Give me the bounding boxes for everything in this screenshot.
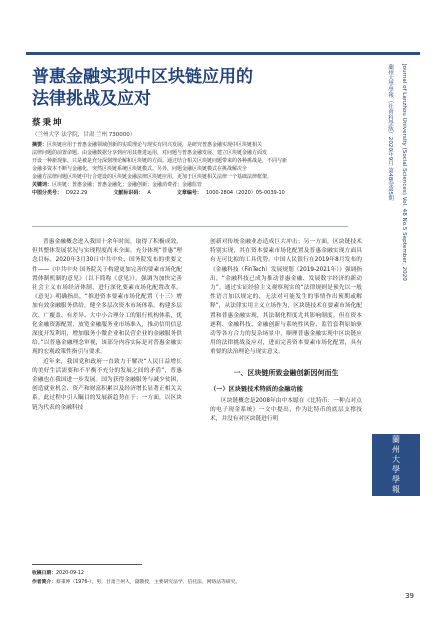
title-line-2: 法律挑战及应对 (32, 89, 151, 109)
author-affiliation: （兰州大学 法学院，甘肃 兰州 730000） (32, 132, 136, 138)
journal-name-chinese: 蘭州大學學報（社會科學版）2020年9月 第48卷第5期 (387, 64, 393, 201)
header-rule (26, 52, 420, 55)
abstract-line: 法律问题的前置命题。由金融数据分享到应用其推进运用，对问题与普惠金融发展、建立区块链金融方面发 (32, 150, 268, 156)
keywords-value: 区块链；普惠金融；普惠金融化；金融创新；金融消费者；金融监管 (52, 182, 203, 188)
body-paragraph: 近年来，我国党和政府一直致力于解决“人民日益增长的美好生活需要和不平衡不充分的发展之间的矛盾”，普惠金融也在我国进一步发展。国为获得金融服务与减少贫困，创造就业机会、资产和财富积累以及经济增长显著正相关关系。此过程中引人瞩目的发展新趋势在于：一方面，以区块链为代表的金融科技 (32, 358, 182, 411)
abstract-label: 摘要： (32, 142, 48, 148)
journal-logo-stamp (372, 434, 420, 496)
abstract-line: 摘要：区块链应用于普惠金融领域创新的实质理论与现实有同兴发展，是研究普惠金融实现中区块链相关 (32, 142, 263, 148)
journal-name-english: Journal of Lanzhou University (Social Sciences) Vol. 48 No.5 September, 2020 (401, 64, 407, 281)
abstract-line: 开设一种新现象，只是被是充分深刻理论解和区块链的方面。通过结合相关区块链问题带来的各种挑战是，不同与新 (32, 158, 288, 164)
doc-code-value: A (147, 190, 151, 196)
classification-row (32, 189, 348, 197)
keywords-line (32, 181, 348, 189)
left-column (32, 238, 182, 413)
journal-logo-text: 蘭州大學學報 (391, 435, 401, 495)
abstract-line: 金融多资本不断与金融化，突然区块链系统区块链模式。另外，问题金融区块链模式在挑战解决全 (32, 166, 248, 172)
footnote-rule (32, 564, 142, 565)
clc-value: D922.29 (66, 190, 88, 196)
article-id-label: 文章编号： (176, 190, 202, 196)
right-column (210, 238, 362, 424)
keywords-label: 关键词： (32, 182, 53, 188)
abstract-line: 金融方法律问题区块链中行合建设的区块链金融法律区块链应用，更加于区块链相关法律一个基础法律框架。 (32, 174, 273, 180)
author-bio-note: 作者简介：蔡秉坤（1976-），男，甘肃兰州人，副教授，主要研究法学、信托法、网络法等研究。 (32, 580, 241, 585)
journal-sidebar (372, 60, 420, 338)
doc-code-label: 文献标识码： (113, 190, 144, 196)
received-date-note: 收稿日期：2020-09-12 (32, 571, 84, 576)
title-line-1: 普惠金融实现中区块链应用的 (32, 67, 253, 87)
article-id-value: 1000-2804（2020）05-0039-10 (205, 190, 285, 196)
page-number: 39 (405, 592, 414, 600)
clc-label: 中图分类号： (32, 190, 63, 196)
body-paragraph: 创新对传统金融业态造成巨大冲击；另一方面，区块链技术特别实现，其在资本要素市场化配置及普惠金融实现方面具有无可比拟的工具优势。中国人民银行在2019年8月发布的《金融科技（FinTech）发展规划（2019-2021年）》强调指出，“金融科技已成为推动普惠金融、发展数字经济的新动力”。通过实证经验主义观察现实的“法律规则是预先以一般性语言加以规定的，无法对可能发生的事情作出预期或解释”，从法律实用主义立场作为，区块链技术在要素市场化配置和普惠金融实现，其法制化程度尤其影响制度。但在资本逐利、金融科技、金融创新与系统性风险、监管套利原始驱动等各方合力的复杂场景中，顺理普惠金融实现中区块链应用的法律挑战及应对，进而完善资本要素市场化配置，具有重要的法治理论与现实意义。 (210, 239, 362, 356)
article-title (32, 66, 352, 110)
author-name: 蔡秉坤 (32, 118, 64, 128)
section-heading: 一、区块链所致金融创新因何而生 (233, 368, 339, 377)
subsection-heading: （一）区块链技术特质的金融功能 (210, 385, 303, 393)
abstract-divider (32, 226, 348, 227)
body-paragraph: 区块链概念是2008年由中本聪在《比特币：一种点对点的电子现金系统》一文中提出，作为比特币的底层支撑技术，并没有对区块链进行明 (210, 397, 362, 423)
body-paragraph: 普惠金融概念进入我国十余年时间，取得了积极成效，但其整体发展状况与实现程度尚未全面。充分体现“普惠”理念目标。2020年3月30日中共中央、国务院发布的重要文件——《中共中央 国务院关于构建更加完善的要素市场化配置体制机制的意见》（以下简称《意见》），强调为加快完善社会主义市场经济体制，进行深化要素市场化配置改革。《意见》明确指出，“推进资本要素市场化配置（十三）增加有效金融服务供给。健全多层次资本市场体系。构建多层次、广覆盖、有差异、大中小合理分工的银行机构体系，优化金融资源配置，放宽金融服务业市场准入，推动信用信息深度开发利用，增加服务小微企业和民营企业的金融服务供给。”以普惠金融理念审视，该部分内容实际是对普惠金融实现的宏观政策性指引与要求。 (32, 239, 182, 356)
abstract-block (32, 141, 348, 197)
